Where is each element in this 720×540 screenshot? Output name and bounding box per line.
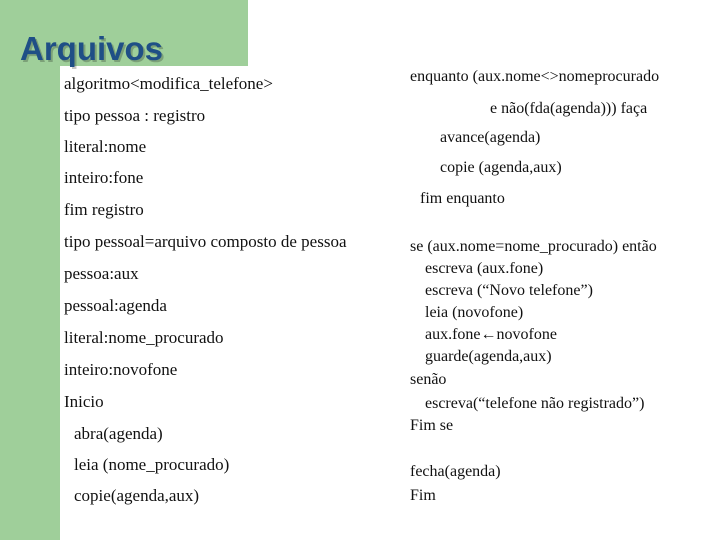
code-line-e-nao-fda: e não(fda(agenda))) faça <box>490 100 648 117</box>
code-line-escreva-novo-telefone: escreva (“Novo telefone”) <box>425 282 593 299</box>
slide-title: Arquivos <box>20 30 164 67</box>
code-line-escreva-aux-fone: escreva (aux.fone) <box>425 260 544 277</box>
code-line-senao: senão <box>410 371 447 388</box>
code-line-leia-novofone: leia (novofone) <box>425 304 524 321</box>
code-line-leia-nome-procurado: leia (nome_procurado) <box>74 455 230 474</box>
code-line-aux-fone-assign: aux.fone←novofone <box>425 326 557 343</box>
code-line-enquanto: enquanto (aux.nome<>nomeprocurado <box>410 68 660 85</box>
code-line-guarde: guarde(agenda,aux) <box>425 348 552 365</box>
code-line-tipo-pessoa: tipo pessoa : registro <box>64 106 206 125</box>
code-line-abra-agenda: abra(agenda) <box>74 424 163 443</box>
code-line-copie-agenda-aux-2: copie (agenda,aux) <box>440 159 562 176</box>
code-line-inteiro-novofone: inteiro:novofone <box>64 360 178 379</box>
left-accent-band <box>0 0 60 540</box>
code-line-escreva-nao-registrado: escreva(“telefone não registrado”) <box>425 395 645 412</box>
code-line-inicio: Inicio <box>64 392 104 411</box>
code-line-se: se (aux.nome=nome_procurado) então <box>410 238 657 255</box>
code-line-copie-agenda-aux: copie(agenda,aux) <box>74 486 200 505</box>
code-line-fim-registro: fim registro <box>64 200 144 219</box>
code-line-pessoal-agenda: pessoal:agenda <box>64 296 167 315</box>
code-line-tipo-pessoal: tipo pessoal=arquivo composto de pessoa <box>64 232 347 251</box>
code-line-pessoa-aux: pessoa:aux <box>64 264 139 283</box>
code-line-inteiro-fone: inteiro:fone <box>64 168 144 187</box>
code-line-avance-agenda: avance(agenda) <box>440 129 541 146</box>
code-line-literal-nome-procurado: literal:nome_procurado <box>64 328 224 347</box>
code-line-fim-se: Fim se <box>410 417 454 434</box>
code-line-algoritmo: algoritmo<modifica_telefone> <box>64 74 273 93</box>
code-line-fecha-agenda: fecha(agenda) <box>410 463 501 480</box>
code-line-literal-nome: literal:nome <box>64 137 147 156</box>
code-line-fim: Fim <box>410 487 436 504</box>
code-line-fim-enquanto: fim enquanto <box>420 190 505 207</box>
